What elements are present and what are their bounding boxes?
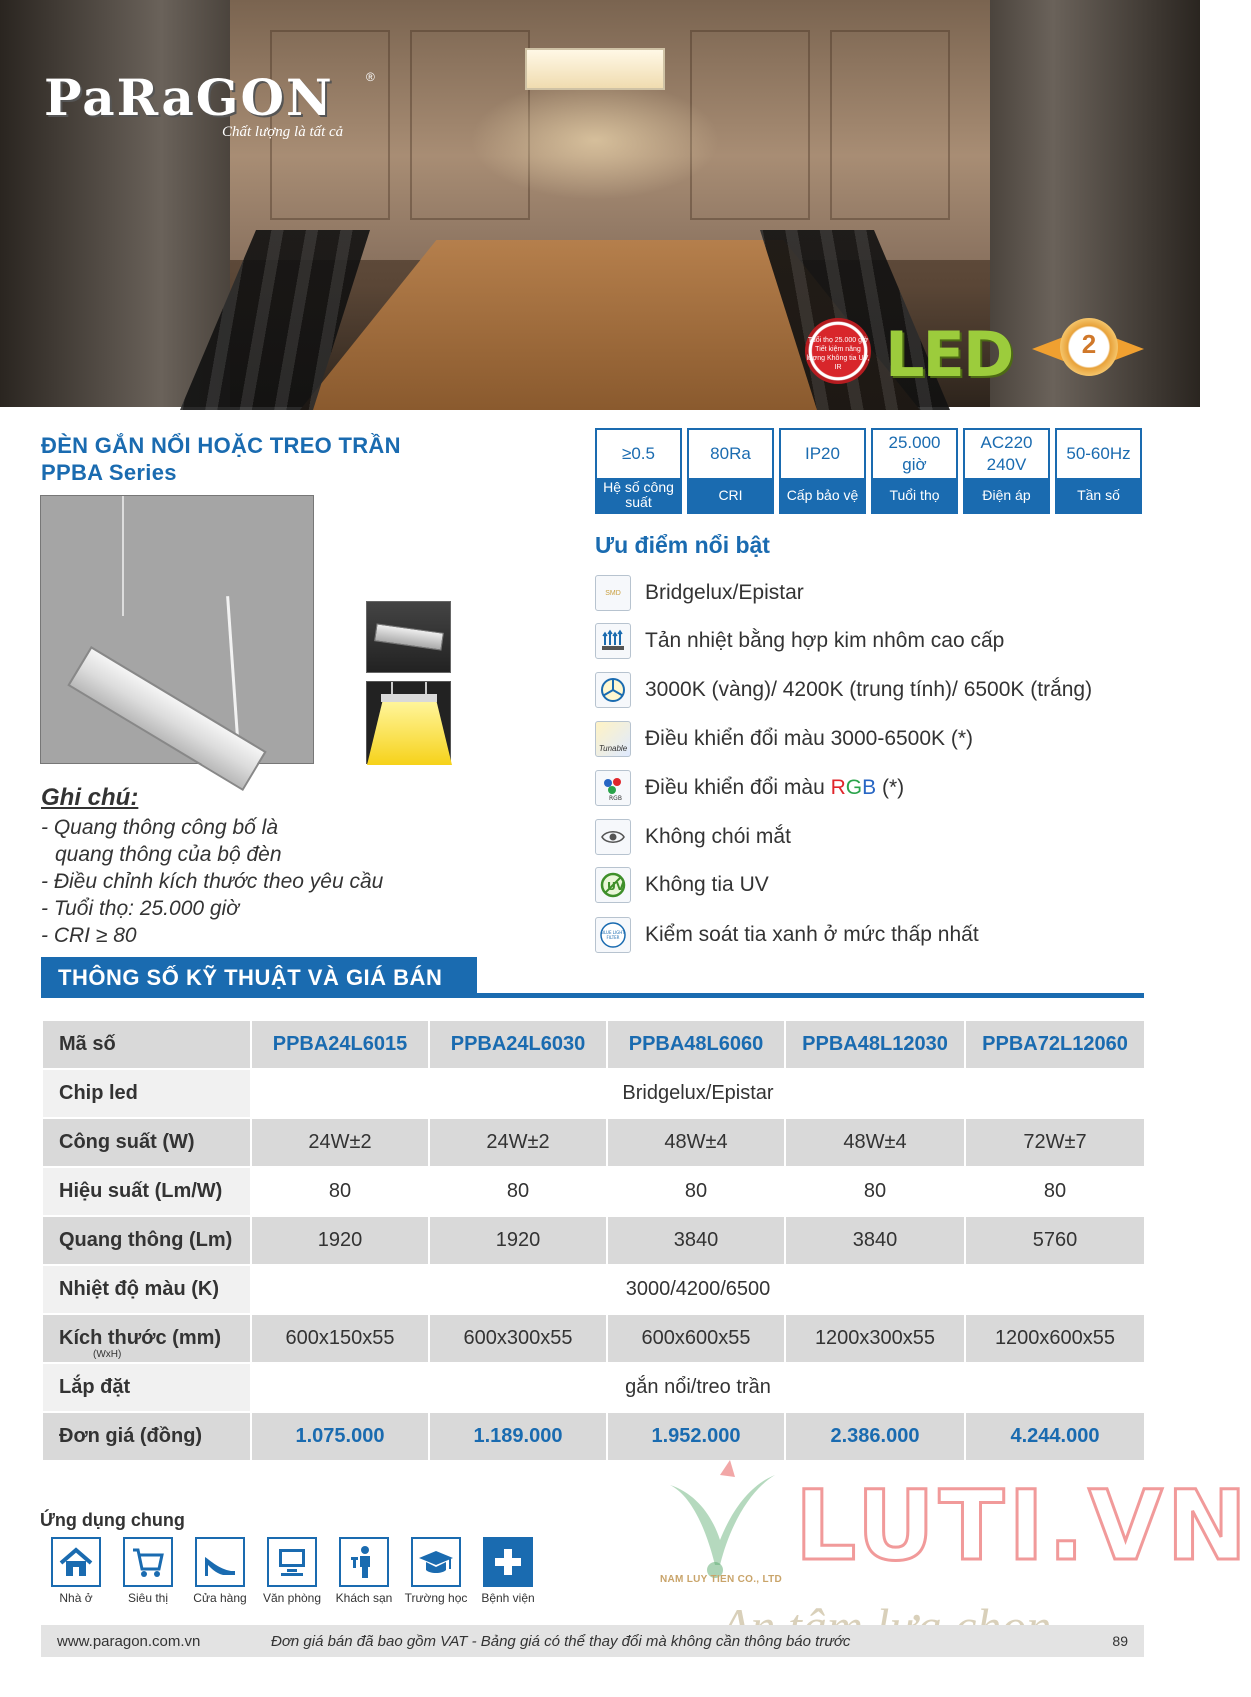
model-code: PPBA24L6030 <box>429 1020 607 1069</box>
product-title <box>41 432 401 486</box>
svg-text:FILTER: FILTER <box>606 935 620 940</box>
house-icon <box>51 1537 101 1587</box>
application-label: Nhà ở <box>59 1591 93 1605</box>
table-cell: 3000/4200/6500 <box>251 1265 1145 1314</box>
table-cell: 600x150x55 <box>251 1314 429 1363</box>
row-label: Quang thông (Lm) <box>42 1216 251 1265</box>
application-item <box>256 1537 328 1605</box>
applications-list <box>40 1537 544 1605</box>
feature-text: Bridgelux/Epistar <box>645 581 804 604</box>
spec-box-ip <box>779 428 866 514</box>
wall-panel <box>830 30 950 220</box>
row-label: Công suất (W) <box>42 1118 251 1167</box>
feature-text: Điều khiển đổi màu 3000-6500K (*) <box>645 727 974 750</box>
row-label: Kích thước (mm) (WxH) <box>42 1314 251 1363</box>
table-row <box>42 1118 1145 1167</box>
product-series: PPBA Series <box>41 460 177 485</box>
page-number: 89 <box>1112 1633 1128 1649</box>
table-cell: 48W±4 <box>607 1118 785 1167</box>
application-item <box>112 1537 184 1605</box>
table-cell: 600x600x55 <box>607 1314 785 1363</box>
model-code: PPBA72L12060 <box>965 1020 1145 1069</box>
application-item <box>40 1537 112 1605</box>
table-cell: 24W±2 <box>429 1118 607 1167</box>
high-heel-icon <box>195 1537 245 1587</box>
tunable-icon: Tunable <box>595 721 631 757</box>
feature-item <box>595 623 1004 659</box>
spec-box-voltage <box>963 428 1050 514</box>
spec-value: IP20 <box>805 444 840 463</box>
heat-sink-icon <box>595 623 631 659</box>
warranty-seal <box>1030 318 1146 380</box>
table-cell: 48W±4 <box>785 1118 965 1167</box>
footer-vat-note: Đơn giá bán đã bao gồm VAT - Bảng giá có thể thay đổi mà không cần thông báo trước <box>271 1632 851 1650</box>
spec-box-frequency <box>1055 428 1142 514</box>
product-title-line1: ĐÈN GẮN NỔI HOẶC TREO TRẦN <box>41 433 401 458</box>
table-cell: Bridgelux/Epistar <box>251 1069 1145 1118</box>
feature-text: Kiểm soát tia xanh ở mức thấp nhất <box>645 923 979 946</box>
rgb-red-letter: R <box>830 776 846 799</box>
light-distribution-thumbnail <box>366 681 451 764</box>
application-label: Trường học <box>404 1591 468 1605</box>
brand-name: PaRaGON <box>44 68 334 127</box>
luminaire-bar <box>381 694 437 702</box>
luminaire-thumb <box>374 623 444 650</box>
notes <box>41 784 383 949</box>
lamp-glow <box>470 80 720 200</box>
feature-item <box>595 819 791 855</box>
table-cell: 5760 <box>965 1216 1145 1265</box>
power-cable <box>226 596 239 736</box>
table-row <box>42 1216 1145 1265</box>
graduation-cap-icon <box>411 1537 461 1587</box>
application-label: Siêu thị <box>127 1591 169 1605</box>
application-item <box>184 1537 256 1605</box>
ceiling-lamp <box>525 48 665 90</box>
application-label: Khách sạn <box>335 1591 393 1605</box>
product-photo <box>40 495 314 764</box>
spec-box-cri <box>687 428 774 514</box>
note-line: - Quang thông công bố là <box>41 816 279 839</box>
spec-caption: Tuổi thọ <box>873 478 956 512</box>
table-row <box>42 1363 1145 1412</box>
row-label: Nhiệt độ màu (K) <box>42 1265 251 1314</box>
feature-item <box>595 672 1092 708</box>
row-label: Lắp đặt <box>42 1363 251 1412</box>
feature-text: Không tia UV <box>645 873 769 896</box>
svg-text:RGB: RGB <box>609 795 622 802</box>
features-title: Ưu điểm nổi bật <box>595 532 770 558</box>
note-line: - Tuổi thọ: 25.000 giờ <box>41 897 239 920</box>
table-cell: 3840 <box>607 1216 785 1265</box>
application-label: Cửa hàng <box>193 1591 247 1605</box>
table-row <box>42 1167 1145 1216</box>
applications-title: Ứng dụng chung <box>40 1510 185 1530</box>
feature-text: Không chói mắt <box>645 825 791 848</box>
table-cell: 80 <box>607 1167 785 1216</box>
spec-value: 80Ra <box>710 444 751 463</box>
application-label: Văn phòng <box>262 1591 322 1605</box>
computer-icon <box>267 1537 317 1587</box>
section-divider <box>41 993 1144 998</box>
application-item <box>328 1537 400 1605</box>
application-label: Bệnh viện <box>481 1591 535 1605</box>
feature-item <box>595 917 979 953</box>
price-cell: 4.244.000 <box>965 1412 1145 1461</box>
table-cell: 1920 <box>251 1216 429 1265</box>
light-cone <box>367 702 452 765</box>
table-cell: 1200x600x55 <box>965 1314 1145 1363</box>
application-item <box>400 1537 472 1605</box>
price-cell: 2.386.000 <box>785 1412 965 1461</box>
feature-item <box>595 867 769 903</box>
spec-value: 50-60Hz <box>1066 444 1131 463</box>
price-cell: 1.075.000 <box>251 1412 429 1461</box>
row-label: Chip led <box>42 1069 251 1118</box>
footer <box>41 1625 1144 1657</box>
note-line: - CRI ≥ 80 <box>41 924 137 947</box>
table-cell: 600x300x55 <box>429 1314 607 1363</box>
feature-text: Điều khiển đổi màu RGB (*) <box>645 776 905 799</box>
lifetime-seal: Tuổi thọ 25.000 giờ Tiết kiệm năng lượng Không tia UV, IR <box>805 318 871 384</box>
left-wall <box>0 0 230 407</box>
rgb-green-letter: G <box>845 776 863 799</box>
application-item <box>472 1537 544 1605</box>
table-cell: 1200x300x55 <box>785 1314 965 1363</box>
spec-caption: Điện áp <box>965 478 1048 512</box>
table-row <box>42 1412 1145 1461</box>
spec-value: 25.000 giờ <box>888 433 941 474</box>
watermark-site: LUTI.VN <box>795 1470 1251 1582</box>
spec-price-table <box>41 1019 1146 1462</box>
feature-text: Tản nhiệt bằng hợp kim nhôm cao cấp <box>645 629 1005 652</box>
table-cell: 72W±7 <box>965 1118 1145 1167</box>
cart-icon <box>123 1537 173 1587</box>
table-cell: gắn nổi/treo trần <box>251 1363 1145 1412</box>
svg-text:BLUE LIGHT: BLUE LIGHT <box>601 930 625 935</box>
blue-light-filter-icon <box>595 917 631 953</box>
spec-caption: Cấp bảo vệ <box>781 478 864 512</box>
svg-text:UV: UV <box>607 880 625 893</box>
table-cell: 80 <box>251 1167 429 1216</box>
table-cell: 1920 <box>429 1216 607 1265</box>
row-label: Hiệu suất (Lm/W) <box>42 1167 251 1216</box>
table-row <box>42 1314 1145 1363</box>
price-cell: 1.189.000 <box>429 1412 607 1461</box>
brand-slogan: Chất lượng là tất cả <box>222 124 344 140</box>
luti-watermark-logo <box>660 1455 783 1585</box>
rgb-blue-letter: B <box>862 776 877 799</box>
smd-chip-icon: SMD <box>595 575 631 611</box>
watermark-company: NAM LUY TIEN CO., LTD <box>660 1574 783 1585</box>
feature-item <box>595 721 973 757</box>
spec-caption: Tần số <box>1057 478 1140 512</box>
spec-caption: Hệ số công suất <box>597 478 680 512</box>
table-cell: 24W±2 <box>251 1118 429 1167</box>
product-thumbnail <box>366 601 451 673</box>
suspension-wire <box>122 496 124 616</box>
row-sublabel: (WxH) <box>93 1349 122 1360</box>
table-row <box>42 1069 1145 1118</box>
feature-text: 3000K (vàng)/ 4200K (trung tính)/ 6500K (trắng) <box>645 678 1093 701</box>
spec-boxes <box>595 428 1142 514</box>
row-label: Mã số <box>42 1020 251 1069</box>
feature-item <box>595 575 804 611</box>
price-cell: 1.952.000 <box>607 1412 785 1461</box>
table-cell: 80 <box>785 1167 965 1216</box>
model-code: PPBA48L12030 <box>785 1020 965 1069</box>
model-code: PPBA48L6060 <box>607 1020 785 1069</box>
spec-value: ≥0.5 <box>622 444 655 463</box>
eye-icon <box>595 819 631 855</box>
table-cell: 80 <box>965 1167 1145 1216</box>
table-cell: 3840 <box>785 1216 965 1265</box>
spec-value: AC220 240V <box>980 433 1033 474</box>
spec-box-lifetime <box>871 428 958 514</box>
spec-caption: CRI <box>689 478 772 512</box>
table-row <box>42 1265 1145 1314</box>
registered-mark: ® <box>366 70 375 84</box>
footer-url[interactable]: www.paragon.com.vn <box>57 1632 201 1650</box>
warranty-number: 2 <box>1060 318 1118 376</box>
note-line: - Điều chỉnh kích thước theo yêu cầu <box>41 870 384 893</box>
notes-heading: Ghi chú: <box>41 784 139 811</box>
section-title: THÔNG SỐ KỸ THUẬT VÀ GIÁ BÁN <box>41 957 477 997</box>
brand-logo <box>44 68 375 140</box>
color-temperature-icon <box>595 672 631 708</box>
hospital-cross-icon <box>483 1537 533 1587</box>
note-line: quang thông của bộ đèn <box>55 843 282 866</box>
led-logo: LED <box>885 318 1013 391</box>
row-label: Đơn giá (đồng) <box>42 1412 251 1461</box>
table-row <box>42 1020 1145 1069</box>
hero-banner <box>0 0 1200 407</box>
spec-box-power-factor <box>595 428 682 514</box>
rgb-icon <box>595 770 631 806</box>
feature-item <box>595 770 904 806</box>
no-uv-icon <box>595 867 631 903</box>
bellboy-icon <box>339 1537 389 1587</box>
model-code: PPBA24L6015 <box>251 1020 429 1069</box>
table-cell: 80 <box>429 1167 607 1216</box>
